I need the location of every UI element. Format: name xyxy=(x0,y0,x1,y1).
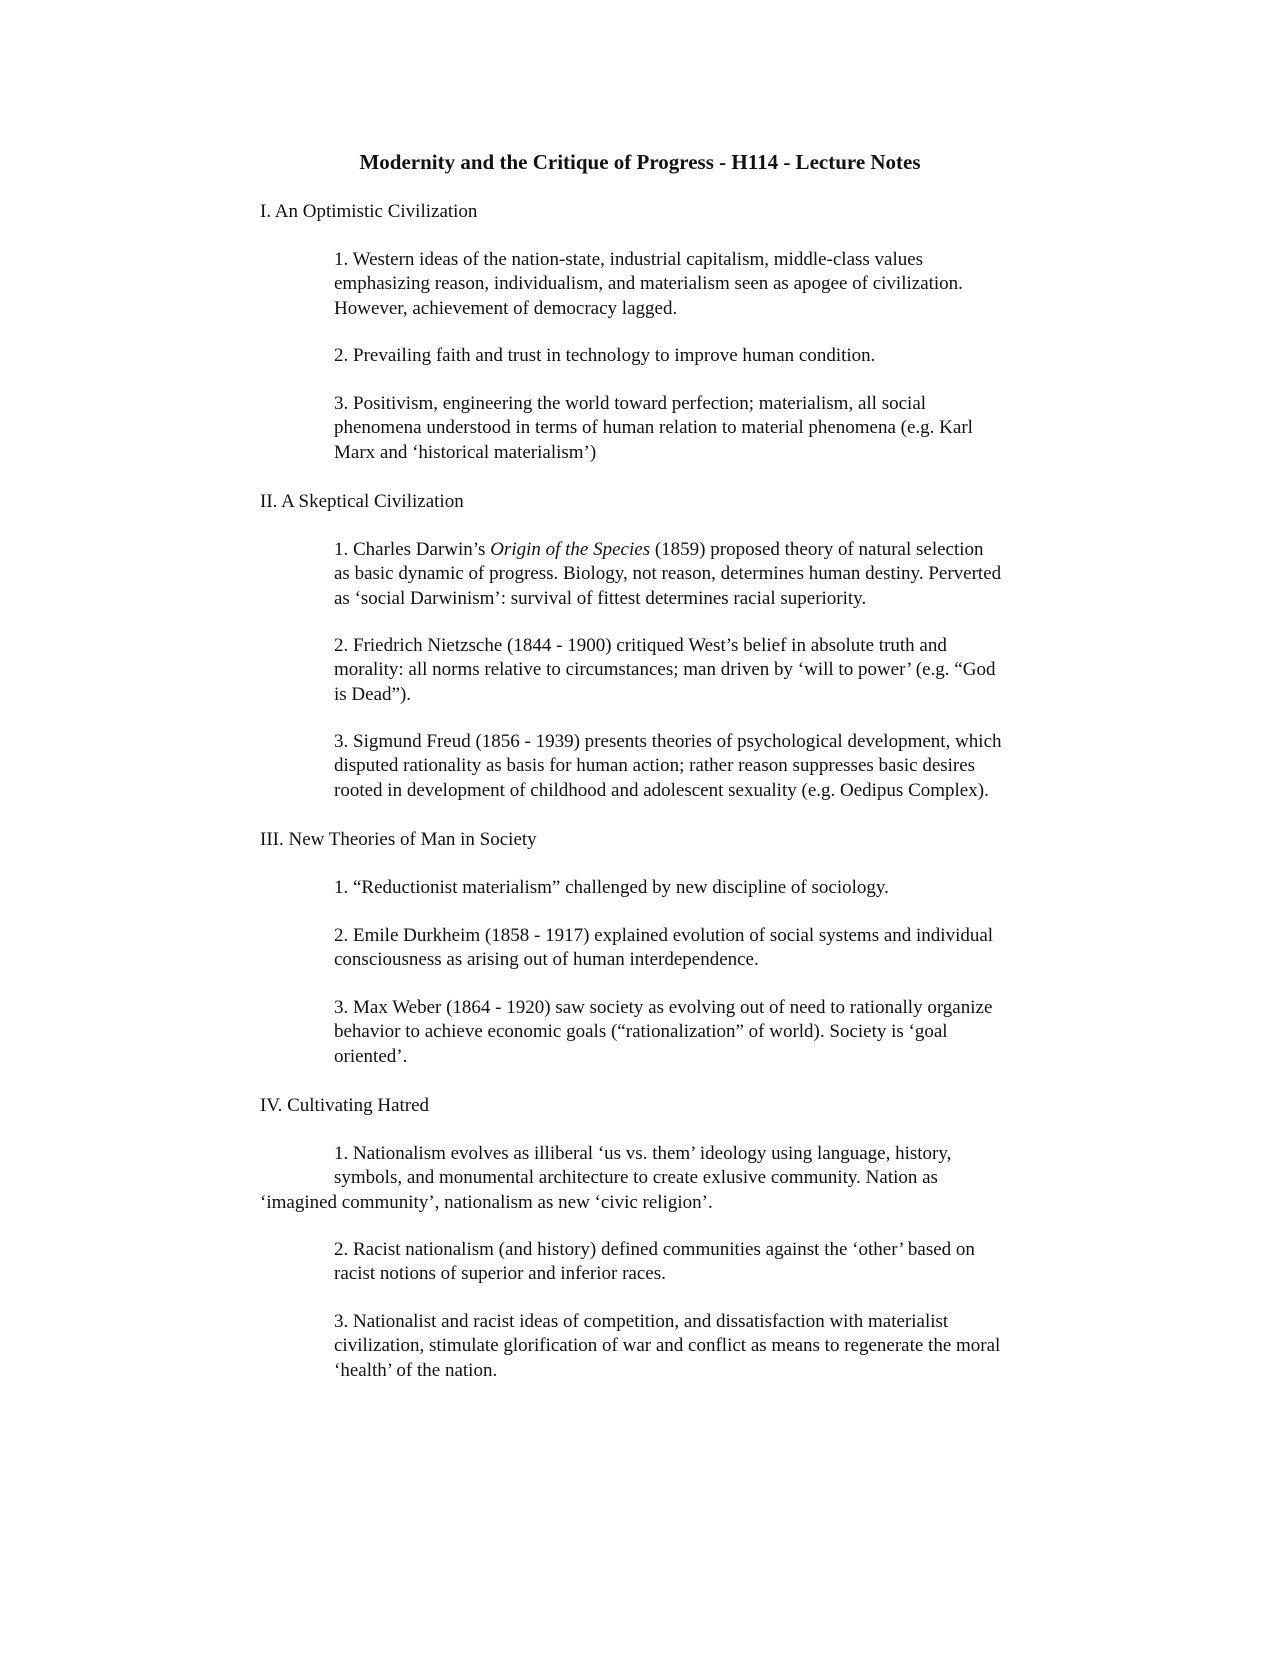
section-4-item-3 xyxy=(334,1310,1074,1383)
section-heading-3: III. New Theories of Man in Society xyxy=(260,829,537,850)
text-line: ‘imagined community’, nationalism as new ‘civic religion’. xyxy=(260,1191,713,1213)
section-1-item-2 xyxy=(334,344,1074,368)
text-line: as ‘social Darwinism’: survival of fittest determines racial superiority. xyxy=(334,587,867,609)
text-line: 1. Nationalism evolves as illiberal ‘us vs. them’ ideology using language, history, xyxy=(334,1143,952,1164)
text-line xyxy=(334,538,1074,562)
text-line: 1. “Reductionist materialism” challenged by new discipline of sociology. xyxy=(334,877,889,898)
text-line: 1. Western ideas of the nation-state, industrial capitalism, middle-class values xyxy=(334,249,924,270)
text-line: behavior to achieve economic goals (“rationalization” of world). Society is ‘goal xyxy=(334,1021,948,1043)
section-2-item-3 xyxy=(334,730,1074,803)
text-line: oriented’. xyxy=(334,1045,408,1067)
text-run: (1859) proposed theory of natural selection xyxy=(650,539,984,560)
section-4-item-1 xyxy=(260,1142,1074,1215)
document-title: Modernity and the Critique of Progress - H114 - Lecture Notes xyxy=(359,150,921,174)
section-heading-4: IV. Cultivating Hatred xyxy=(260,1095,430,1116)
text-line: is Dead”). xyxy=(334,683,412,705)
section-heading-1: I. An Optimistic Civilization xyxy=(260,201,478,222)
text-line: 2. Friedrich Nietzsche (1844 - 1900) critiqued West’s belief in absolute truth and xyxy=(334,635,947,656)
text-line: phenomena understood in terms of human relation to material phenomena (e.g. Karl xyxy=(334,417,973,439)
section-3-item-1 xyxy=(334,876,1074,900)
text-line: 2. Prevailing faith and trust in technology to improve human condition. xyxy=(334,345,876,366)
text-line: 3. Max Weber (1864 - 1920) saw society as evolving out of need to rationally organize xyxy=(334,997,993,1018)
text-line: racist notions of superior and inferior races. xyxy=(334,1263,666,1285)
section-3-item-3 xyxy=(334,996,1074,1069)
text-line: disputed rationality as basis for human action; rather reason suppresses basic desires xyxy=(334,755,976,777)
text-line: rooted in development of childhood and adolescent sexuality (e.g. Oedipus Complex). xyxy=(334,779,989,801)
text-line: 3. Positivism, engineering the world toward perfection; materialism, all social xyxy=(334,393,927,414)
text-line: Marx and ‘historical materialism’) xyxy=(334,441,597,463)
section-2-item-1 xyxy=(334,538,1074,611)
text-line: 2. Emile Durkheim (1858 - 1917) explained evolution of social systems and individual xyxy=(334,925,994,946)
book-title: Origin of the Species xyxy=(490,539,651,560)
section-2-item-2 xyxy=(334,634,1074,707)
text-line: symbols, and monumental architecture to create exlusive community. Nation as xyxy=(334,1167,938,1189)
text-line: consciousness as arising out of human interdependence. xyxy=(334,949,759,971)
text-line: However, achievement of democracy lagged. xyxy=(334,297,678,319)
section-4-item-2 xyxy=(334,1238,1074,1287)
text-line: morality: all norms relative to circumstances; man driven by ‘will to power’ (e.g. “God xyxy=(334,659,996,681)
section-1-item-1 xyxy=(334,248,1074,321)
text-line: emphasizing reason, individualism, and materialism seen as apogee of civilization. xyxy=(334,273,963,295)
section-heading-2: II. A Skeptical Civilization xyxy=(260,491,464,512)
text-line: 2. Racist nationalism (and history) defined communities against the ‘other’ based on xyxy=(334,1239,975,1260)
text-line: 3. Sigmund Freud (1856 - 1939) presents theories of psychological development, which xyxy=(334,731,1002,752)
section-1-item-3 xyxy=(334,392,1074,465)
text-line: ‘health’ of the nation. xyxy=(334,1359,498,1381)
text-line: as basic dynamic of progress. Biology, not reason, determines human destiny. Perverted xyxy=(334,563,1002,585)
section-3-item-2 xyxy=(334,924,1074,973)
text-run: 1. Charles Darwin’s xyxy=(334,539,491,560)
text-line: 3. Nationalist and racist ideas of competition, and dissatisfaction with materialist xyxy=(334,1311,949,1332)
text-line: civilization, stimulate glorification of war and conflict as means to regenerate the moral xyxy=(334,1335,1001,1357)
